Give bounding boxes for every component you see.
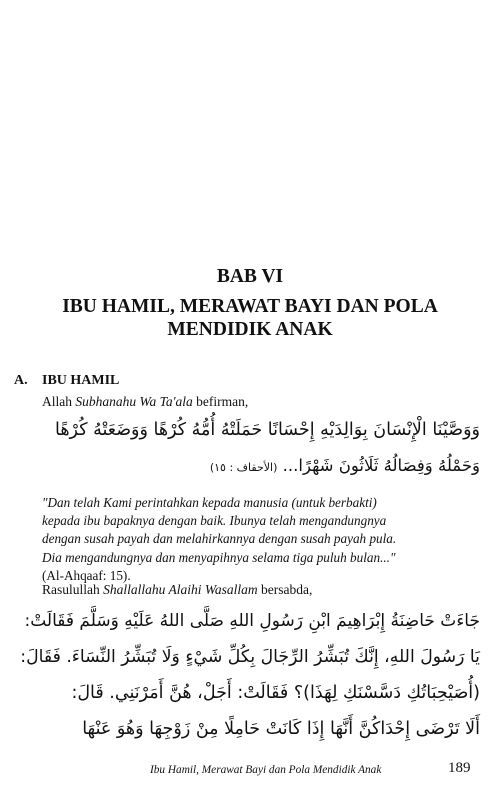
- hadith-line-3: (أُصَيْحِبَاتُكِ دَسَّسْنَكِ لِهَذَا)؟ فَقَالَتْ: أَجَلْ، هُنَّ أَمَرْنَنِي. قَالَ:: [71, 683, 480, 703]
- intro-prefix: Allah: [42, 394, 76, 409]
- section-title: IBU HAMIL: [42, 373, 120, 388]
- hadith-intro-suffix: bersabda,: [257, 582, 313, 597]
- intro-suffix: befirman,: [192, 394, 249, 409]
- translation-source: (Al-Ahqaaf: 15).: [42, 567, 131, 583]
- hadith-intro-prefix: Rasulullah: [42, 582, 104, 597]
- hadith-intro: [42, 582, 312, 598]
- translation-line-1: "Dan telah Kami perintahkan kepada manusia (untuk berbakti): [42, 495, 377, 510]
- chapter-title-line1: IBU HAMIL, MERAWAT BAYI DAN POLA: [62, 296, 438, 317]
- verse-line-2: [210, 456, 480, 475]
- verse-translation: [42, 494, 480, 585]
- hadith-line-2: يَا رَسُولَ اللهِ، إِنَّكَ تُبَشِّرُ الرِّجَالَ بِكُلِّ شَيْءٍ وَلَا تُبَشِّرُ النِّسَاءَ. فَقَالَ:: [20, 647, 480, 667]
- hadith-intro-italic: Shallallahu Alaihi Wasallam: [103, 582, 258, 597]
- translation-line-2: kepada ibu bapaknya dengan baik. Ibunya telah mengandungnya: [42, 513, 387, 529]
- hadith-line-4: أَلَا تَرْضَى إِحْدَاكُنَّ أَنَّهَا إِذَا كَانَتْ حَامِلًا مِنْ زَوْجِهَا وَهُوَ عَنْهَا: [82, 719, 480, 739]
- verse-line-1: وَوَصَّيْنَا الْإِنْسَانَ بِوَالِدَيْهِ إِحْسَانًا حَمَلَتْهُ أُمُّهُ كُرْهًا وَوَضَعَتْهُ كُرْهًا: [54, 420, 480, 440]
- section-letter: A.: [14, 373, 28, 388]
- translation-line-3: dengan susah payah dan melahirkannya dengan susah payah pula.: [42, 531, 397, 547]
- hadith-line-1: جَاءَتْ حَاضِنَةُ إِبْرَاهِيمَ ابْنِ رَسُولِ اللهِ صَلَّى اللهُ عَلَيْهِ وَسَلَّمَ فَقَالَتْ:: [24, 611, 480, 631]
- page-number: 189: [448, 760, 471, 776]
- intro-italic: Subhanahu Wa Ta'ala: [75, 394, 193, 409]
- chapter-title-line2: MENDIDIK ANAK: [167, 319, 333, 340]
- verse-reference: (الأحقاف : ١٥): [209, 461, 278, 474]
- section-intro: [42, 394, 248, 410]
- chapter-number: BAB VI: [216, 266, 284, 287]
- translation-line-4: Dia mengandungnya dan menyapihnya selama tiga puluh bulan...": [42, 549, 396, 565]
- running-footer: Ibu Hamil, Merawat Bayi dan Pola Mendidik Anak: [150, 764, 382, 776]
- verse-line-2-text: وَحَمْلُهُ وَفِصَالُهُ ثَلَاثُونَ شَهْرًا...: [282, 456, 480, 475]
